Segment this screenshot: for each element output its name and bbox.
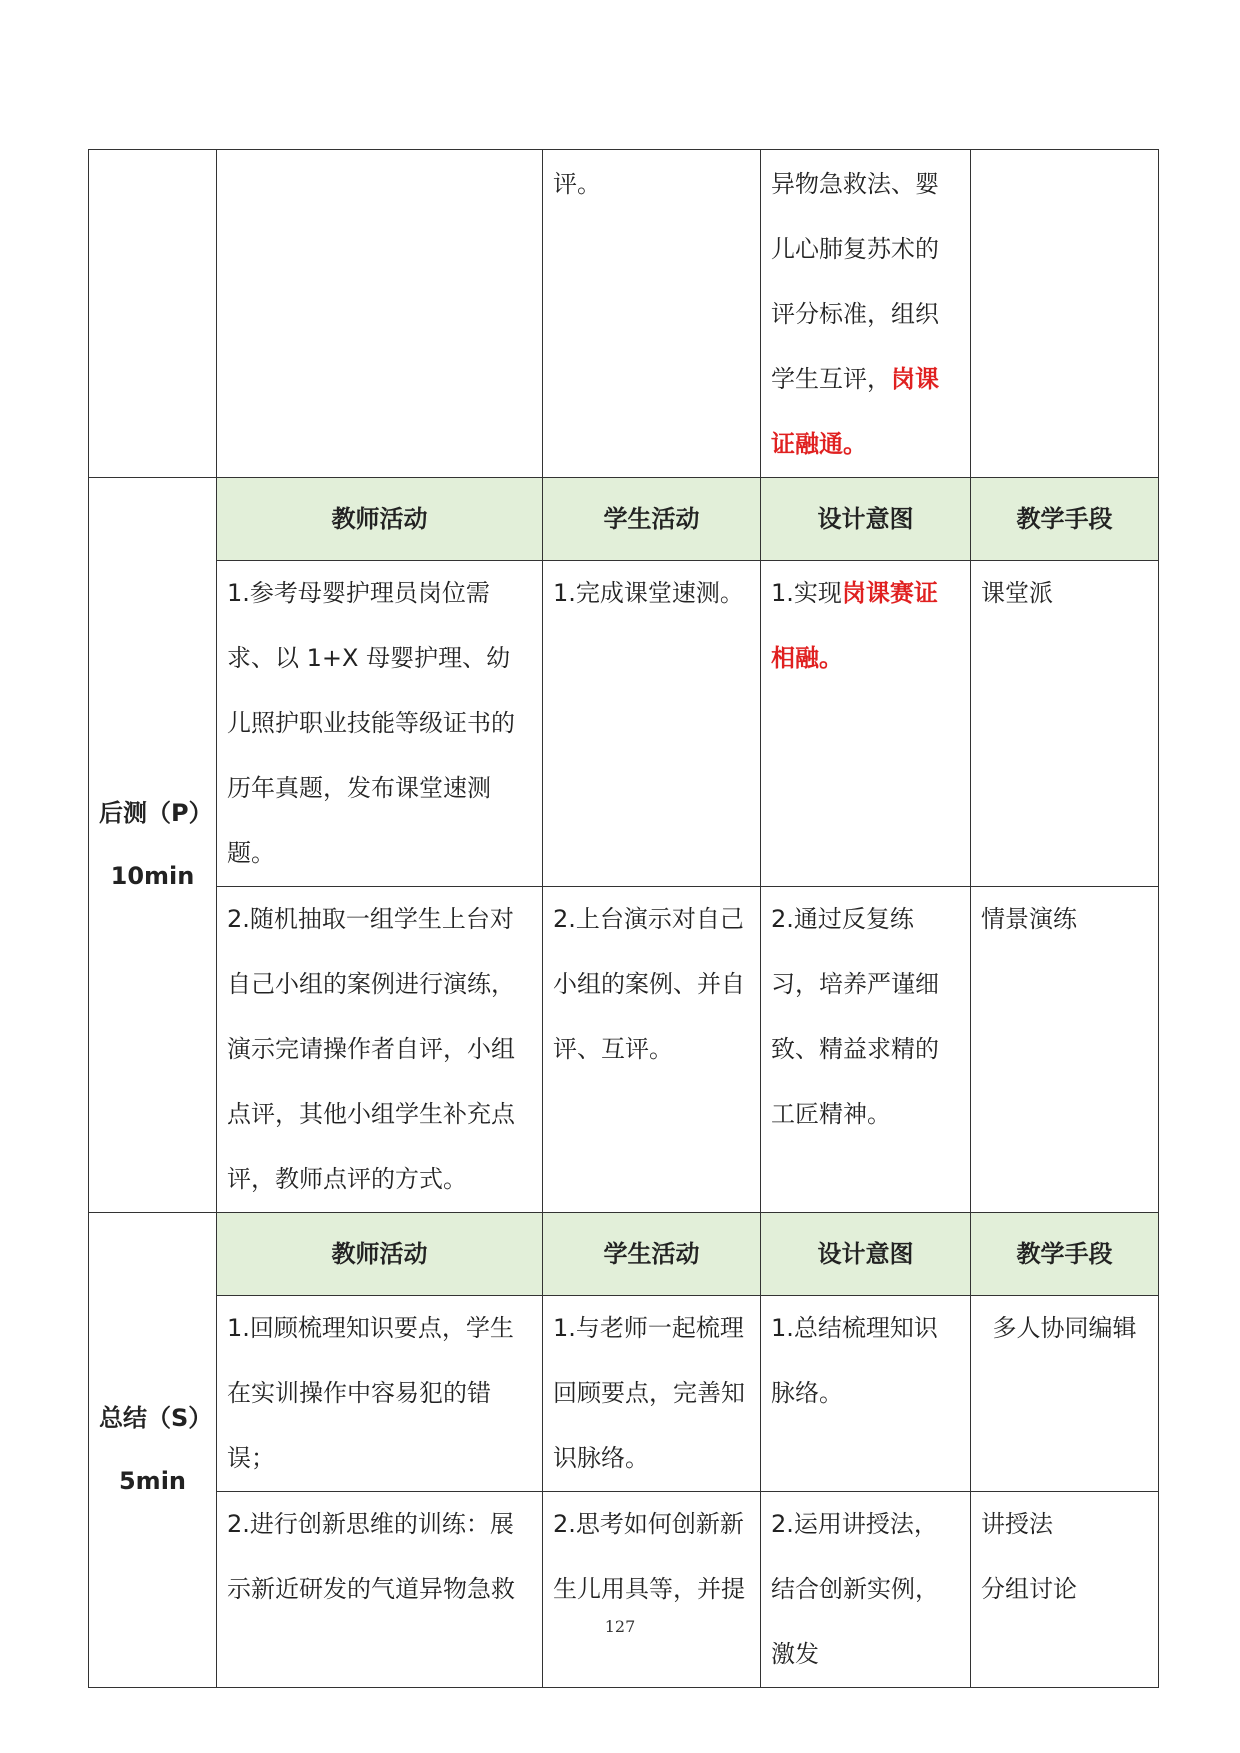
header-teacher-activity: 教师活动 (217, 1213, 543, 1296)
teacher-activity-cell: 2.进行创新思维的训练：展示新近研发的气道异物急救 (217, 1492, 543, 1688)
header-student-activity: 学生活动 (543, 1213, 761, 1296)
table-row (89, 561, 1159, 887)
means-item: 分组讨论 (981, 1575, 1077, 1603)
means-cell-empty (971, 150, 1159, 478)
teacher-cell-empty (217, 150, 543, 478)
intent-highlight: 岗课证融通。 (771, 365, 939, 458)
student-text: 评。 (553, 170, 601, 198)
header-student-activity: 学生活动 (543, 478, 761, 561)
stage-cell-posttest (89, 478, 217, 1213)
student-activity-cell: 1.与老师一起梳理回顾要点，完善知识脉络。 (543, 1296, 761, 1492)
student-activity-cell: 2.思考如何创新新生儿用具等，并提 (543, 1492, 761, 1688)
stage-name: 总结（S） (99, 1404, 213, 1432)
table-row-continued (89, 150, 1159, 478)
table-row (89, 1492, 1159, 1688)
student-activity-cell: 1.完成课堂速测。 (543, 561, 761, 887)
intent-highlight: 岗课赛证相融。 (771, 579, 938, 672)
teaching-means-cell: 课堂派 (971, 561, 1159, 887)
header-teaching-means: 教学手段 (971, 1213, 1159, 1296)
teaching-means-cell: 情景演练 (971, 887, 1159, 1213)
teaching-means-cell: 多人协同编辑 (971, 1296, 1159, 1492)
design-intent-cell: 2.通过反复练习，培养严谨细致、精益求精的工匠精神。 (761, 887, 971, 1213)
intent-text: 异物急救法、婴儿心肺复苏术的评分标准，组织学生互评， (771, 170, 939, 393)
lesson-plan-table (88, 149, 1159, 1688)
means-item: 讲授法 (981, 1510, 1053, 1538)
teaching-means-cell (971, 1492, 1159, 1688)
student-cell (543, 150, 761, 478)
table-row (89, 1296, 1159, 1492)
header-teaching-means: 教学手段 (971, 478, 1159, 561)
header-teacher-activity: 教师活动 (217, 478, 543, 561)
stage-cell-empty (89, 150, 217, 478)
stage-duration: 5min (118, 1467, 187, 1495)
design-intent-cell (761, 561, 971, 887)
table-header-row (89, 1213, 1159, 1296)
header-design-intent: 设计意图 (761, 478, 971, 561)
page-number: 127 (604, 1617, 636, 1636)
teacher-activity-cell: 2.随机抽取一组学生上台对自己小组的案例进行演练，演示完请操作者自评，小组点评，其他小组学生补充点评，教师点评的方式。 (217, 887, 543, 1213)
student-activity-cell: 2.上台演示对自己小组的案例、并自评、互评。 (543, 887, 761, 1213)
table-row (89, 887, 1159, 1213)
design-intent-cell: 2.运用讲授法，结合创新实例，激发 (761, 1492, 971, 1688)
stage-duration: 10min (110, 862, 195, 890)
table-header-row (89, 478, 1159, 561)
intent-cell (761, 150, 971, 478)
teacher-activity-cell: 1.参考母婴护理员岗位需求、以 1+X 母婴护理、幼儿照护职业技能等级证书的历年真题，发布课堂速测题。 (217, 561, 543, 887)
stage-name: 后测（P） (99, 799, 213, 827)
design-intent-cell: 1.总结梳理知识脉络。 (761, 1296, 971, 1492)
intent-text: 1.实现 (771, 579, 842, 607)
teacher-activity-cell: 1.回顾梳理知识要点，学生在实训操作中容易犯的错误； (217, 1296, 543, 1492)
header-design-intent: 设计意图 (761, 1213, 971, 1296)
